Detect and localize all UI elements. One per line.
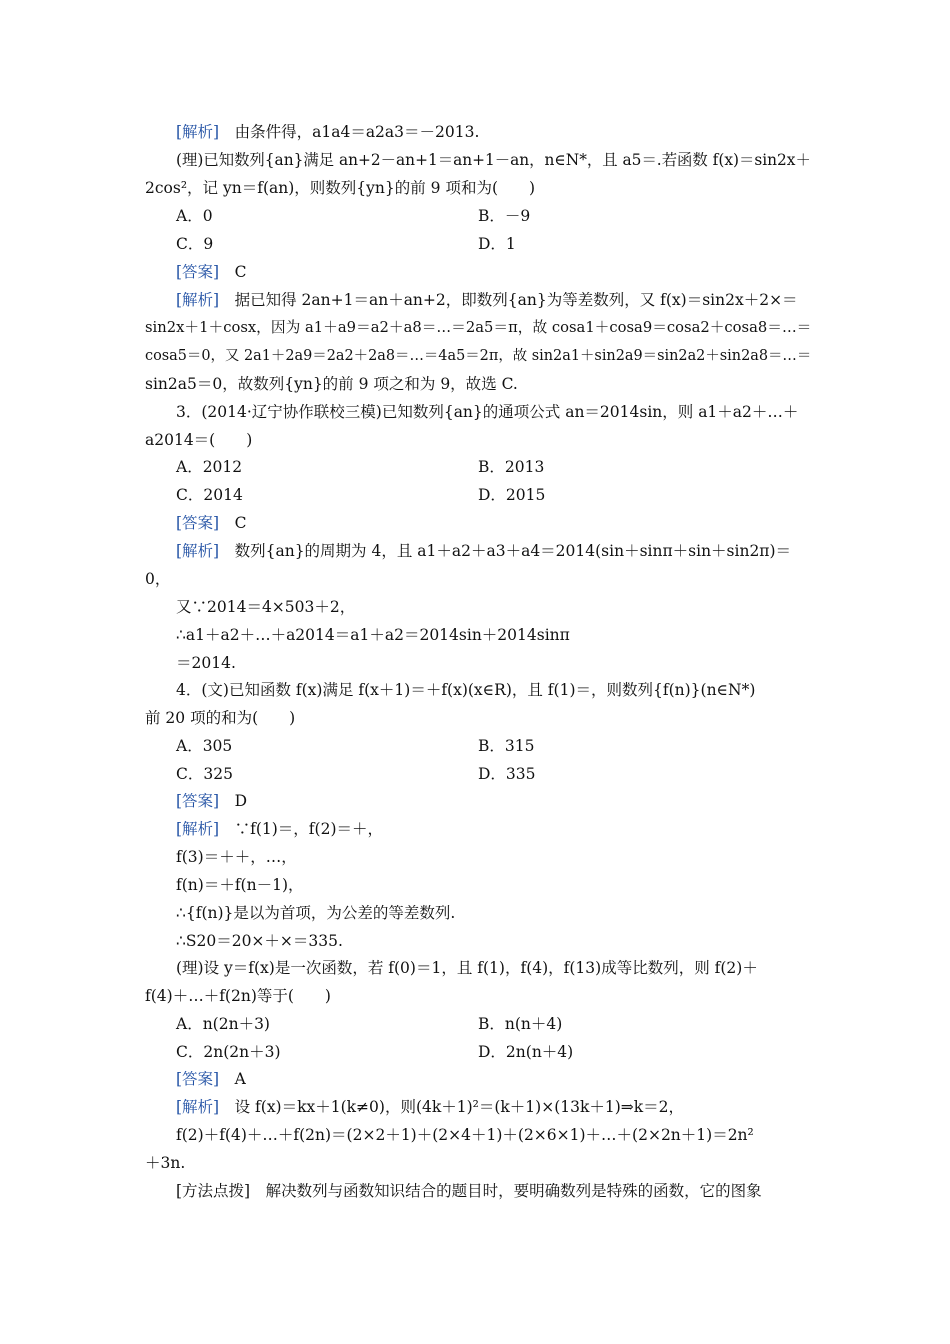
question-line: a2014＝( ) <box>145 431 253 449</box>
analysis-tag: [解析] <box>176 123 220 141</box>
analysis-line: 又∵2014＝4×503＋2， <box>176 598 356 616</box>
analysis-text: 据已知得 2an+1＝an＋an+2，即数列{an}为等差数列，又 f(x)＝sin2x＋2×＝ <box>219 291 798 309</box>
question-line: (理)设 y＝f(x)是一次函数，若 f(0)＝1，且 f(1)，f(4)，f(13)成等比数列，则 f(2)＋ <box>176 959 758 977</box>
analysis-text: 数列{an}的周期为 4，且 a1＋a2＋a3＋a4＝2014(sin＋sinπ＋sin＋sin2π)＝ <box>219 542 792 560</box>
answer-text: C <box>219 514 247 532</box>
option-c: C．9 <box>176 235 214 253</box>
analysis-line: sin2x＋1＋cosx，因为 a1＋a9＝a2＋a8＝…＝2a5＝π，故 cosa1＋cosa9＝cosa2＋cosa8＝…＝ <box>145 319 812 336</box>
option-d: D．2015 <box>478 486 546 504</box>
question-line: 前 20 项的和为( ) <box>145 709 296 727</box>
answer-text: C <box>219 263 247 281</box>
option-b: B．－9 <box>478 207 531 225</box>
analysis-line: ∴S20＝20×＋×＝335. <box>176 932 343 950</box>
analysis-line: ∴a1＋a2＋…＋a2014＝a1＋a2＝2014sin＋2014sinπ <box>176 626 570 644</box>
analysis-tag: [解析] <box>176 542 220 560</box>
option-a: A．n(2n＋3) <box>176 1015 270 1033</box>
option-d: D．1 <box>478 235 516 253</box>
question-line: 2cos²，记 yn＝f(an)，则数列{yn}的前 9 项和为( ) <box>145 179 536 197</box>
analysis-text: 由条件得，a1a4＝a2a3＝－2013. <box>219 123 480 141</box>
analysis-line: sin2a5＝0，故数列{yn}的前 9 项之和为 9，故选 C. <box>145 375 518 393</box>
analysis-line <box>176 541 791 561</box>
analysis-line <box>176 819 383 839</box>
answer-tag: [答案] <box>176 514 220 532</box>
option-c: C．2n(2n＋3) <box>176 1043 281 1061</box>
analysis-line: f(2)＋f(4)＋…＋f(2n)＝(2×2＋1)＋(2×4＋1)＋(2×6×1)＋…＋(2×2n＋1)＝2n² <box>176 1126 754 1144</box>
question-line: (理)已知数列{an}满足 an+2－an+1＝an+1－an，n∈N*，且 a5＝.若函数 f(x)＝sin2x＋ <box>176 151 811 169</box>
analysis-line: f(3)＝＋＋，…， <box>176 848 297 866</box>
analysis-tag: [解析] <box>176 820 220 838</box>
option-d: D．2n(n＋4) <box>478 1043 574 1061</box>
analysis-line: cosa5＝0，又 2a1＋2a9＝2a2＋2a8＝…＝4a5＝2π，故 sin2a1＋sin2a9＝sin2a2＋sin2a8＝…＝ <box>145 348 812 364</box>
analysis-line <box>176 122 479 142</box>
analysis-line <box>176 1097 684 1117</box>
option-b: B．315 <box>478 737 535 755</box>
answer-line <box>176 513 246 533</box>
answer-line <box>176 791 247 811</box>
question-line: 4．(文)已知函数 f(x)满足 f(x＋1)＝＋f(x)(x∈R)，且 f(1)＝，则数列{f(n)}(n∈N*) <box>176 681 756 699</box>
answer-tag: [答案] <box>176 1070 220 1088</box>
option-b: B．n(n＋4) <box>478 1015 563 1033</box>
answer-tag: [答案] <box>176 792 220 810</box>
analysis-line: ＋3n. <box>145 1154 186 1172</box>
option-a: A．0 <box>176 207 213 225</box>
analysis-tag: [解析] <box>176 1098 220 1116</box>
question-line: 3．(2014·辽宁协作联校三模)已知数列{an}的通项公式 an＝2014sin，则 a1＋a2＋…＋ <box>176 403 799 421</box>
analysis-line: ＝2014. <box>176 654 236 672</box>
question-line: f(4)＋…＋f(2n)等于( ) <box>145 987 331 1005</box>
answer-text: A <box>219 1070 246 1088</box>
analysis-line: 0， <box>145 570 171 588</box>
answer-tag: [答案] <box>176 263 220 281</box>
analysis-text: 设 f(x)＝kx＋1(k≠0)，则(4k＋1)²＝(k＋1)×(13k＋1)⇒k＝2， <box>219 1098 685 1116</box>
method-tip-line: [方法点拨] 解决数列与函数知识结合的题目时，要明确数列是特殊的函数，它的图象 <box>176 1182 762 1200</box>
option-d: D．335 <box>478 765 536 783</box>
option-c: C．325 <box>176 765 233 783</box>
option-b: B．2013 <box>478 458 545 476</box>
analysis-line: f(n)＝＋f(n－1)， <box>176 876 304 894</box>
option-a: A．305 <box>176 737 233 755</box>
analysis-tag: [解析] <box>176 291 220 309</box>
analysis-text: ∵f(1)＝，f(2)＝＋， <box>219 820 383 838</box>
analysis-line <box>176 290 798 310</box>
analysis-line: ∴{f(n)}是以为首项，为公差的等差数列. <box>176 904 456 922</box>
answer-line <box>176 1069 246 1089</box>
option-a: A．2012 <box>176 458 243 476</box>
option-c: C．2014 <box>176 486 243 504</box>
answer-text: D <box>219 792 248 810</box>
answer-line <box>176 262 246 282</box>
